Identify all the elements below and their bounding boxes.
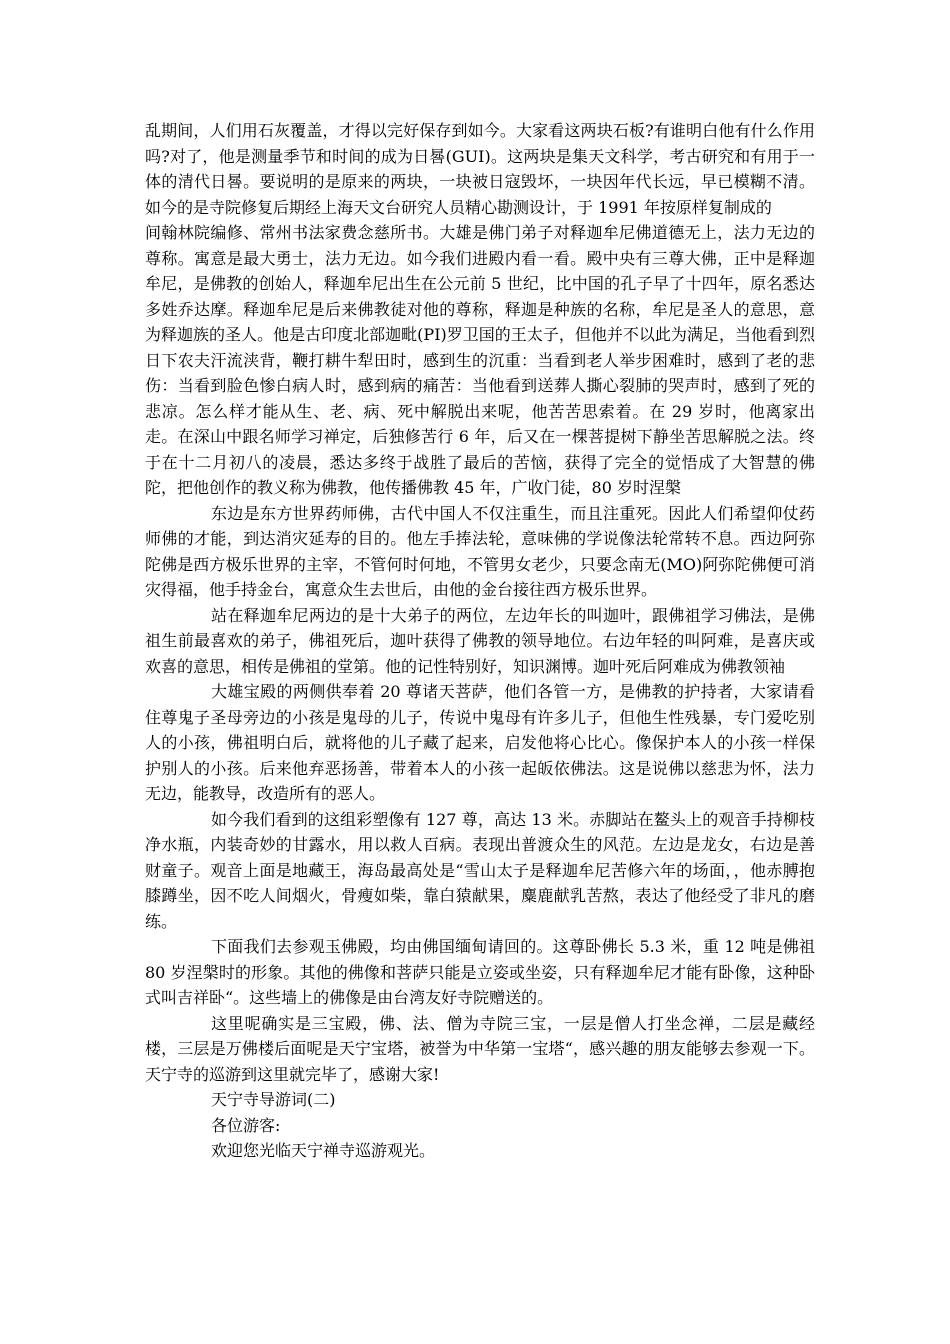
paragraph-medicine-buddha-amitabha: 东边是东方世界药师佛，古代中国人不仅注重生，而且注重死。因此人们希望仰仗药师佛的才能，到达消灾延寿的目的。他左手捧法轮，意味佛的学说像法轮常转不息。西边阿弥陀佛是西方极乐世界的主宰，不管何时何地，不管男女老少，只要念南无(MO)阿弥陀佛便可消灾得福，他手持金台，寓意众生去世后，由他的金台接往西方极乐世界。 — [145, 503, 815, 599]
paragraph-main-hall-shakyamuni: 间翰林院编修、常州书法家费念慈所书。大雄是佛门弟子对释迦牟尼佛道德无上，法力无边的尊称。寓意是最大勇士，法力无边。如今我们进殿内看一看。殿中央有三尊大佛，正中是释迦牟尼，是佛教的创始人，释迦牟尼出生在公元前 5 世纪，比中国的孔子早了十四年，原名悉达多姓乔达摩。释迦牟尼是后来佛教徒对他的尊称，释迦是种族的名称，牟尼是圣人的意思，意为释迦族的圣人。他是古印度北部迦毗(PI)罗卫国的王太子，但他并不以此为满足，当他看到烈日下农夫汗流浃背，鞭打耕牛犁田时，感到生的沉重：当看到老人举步困难时，感到了老的悲伤：当看到脸色惨白病人时，感到病的痛苦：当他看到送葬人撕心裂肺的哭声时，感到了死的悲凉。怎么样才能从生、老、病、死中解脱出来呢，他苦苦思索着。在 29 岁时，他离家出走。在深山中跟名师学习禅定，后独修苦行 6 年，后又在一棵菩提树下静坐苦思解脱之法。终于在十二月初八的凌晨，悉达多终于战胜了最后的苦恼，获得了完全的觉悟成了大智慧的佛陀，把他创作的教义称为佛教，他传播佛教 45 年，广收门徒，80 岁时涅槃 — [145, 223, 815, 497]
paragraph-disciples: 站在释迦牟尼两边的是十大弟子的两位，左边年长的叫迦叶，跟佛祖学习佛法，是佛祖生前最喜欢的弟子，佛祖死后，迦叶获得了佛教的领导地位。右边年轻的叫阿难，是喜庆或欢喜的意思，相传是佛祖的堂第。他的记性特别好，知识渊博。迦叶死后阿难成为佛教领袖 — [145, 605, 815, 676]
paragraph-twenty-devas: 大雄宝殿的两侧供奉着 20 尊诸天菩萨，他们各管一方，是佛教的护持者，大家请看住尊鬼子圣母旁边的小孩是鬼母的儿子，传说中鬼母有许多儿子，但他生性残暴，专门爱吃别人的小孩，佛祖明白后，就将他的儿子藏了起来，启发他将心比心。像保护本人的小孩一样保护别人的小孩。后来他弃恶扬善，带着本人的小孩一起皈依佛法。这是说佛以慈悲为怀，法力无边，能教导，改造所有的恶人。 — [145, 682, 815, 803]
paragraph-jade-buddha-hall: 下面我们去参观玉佛殿，均由佛国缅甸请回的。这尊卧佛长 5.3 米，重 12 吨是佛祖 80 岁涅槃时的形象。其他的佛像和菩萨只能是立姿或坐姿，只有释迦牟尼才能有卧像，这种卧式叫吉祥卧“。这些墙上的佛像是由台湾友好寺院赠送的。 — [145, 937, 815, 1007]
document-page — [145, 118, 815, 1164]
greeting-line: 各位游客: — [211, 1115, 281, 1135]
welcome-line: 欢迎您光临天宁禅寺巡游观光。 — [211, 1141, 436, 1160]
paragraph-three-treasures-hall: 这里呢确实是三宝殿，佛、法、僧为寺院三宝，一层是僧人打坐念禅，二层是藏经楼，三层是万佛楼后面呢是天宁宝塔，被誉为中华第一宝塔“，感兴趣的朋友能够去参观一下。天宁寺的巡游到这里就完毕了，感谢大家! — [145, 1013, 815, 1084]
paragraph-guanyin-statues: 如今我们看到的这组彩塑像有 127 尊，高达 13 米。赤脚站在鳌头上的观音手持柳枝净水瓶，内装奇妙的甘露水，用以救人百病。表现出普渡众生的风范。左边是龙女，右边是善财童子。观音上面是地藏王，海岛最高处是“雪山太子是释迦牟尼苦修六年的场面，，他赤膊抱膝蹲坐，因不吃人间烟火，骨瘦如柴，靠白猿献果，麋鹿献乳苦熬，表达了他经受了非凡的磨练。 — [145, 809, 815, 931]
paragraph-sundial: 乱期间，人们用石灰覆盖，才得以完好保存到如今。大家看这两块石板?有谁明白他有什么作用吗?对了，他是测量季节和时间的成为日晷(GUI)。这两块是集天文科学，考古研究和有用于一体的清代日晷。要说明的是原来的两块，一块被日寇毁坏，一块因年代长远，早已模糊不清。如今的是寺院修复后期经上海天文台研究人员精心勘测设计，于 1991 年按原样复制成的 — [145, 121, 815, 217]
section-heading: 天宁寺导游词(二) — [211, 1090, 336, 1109]
